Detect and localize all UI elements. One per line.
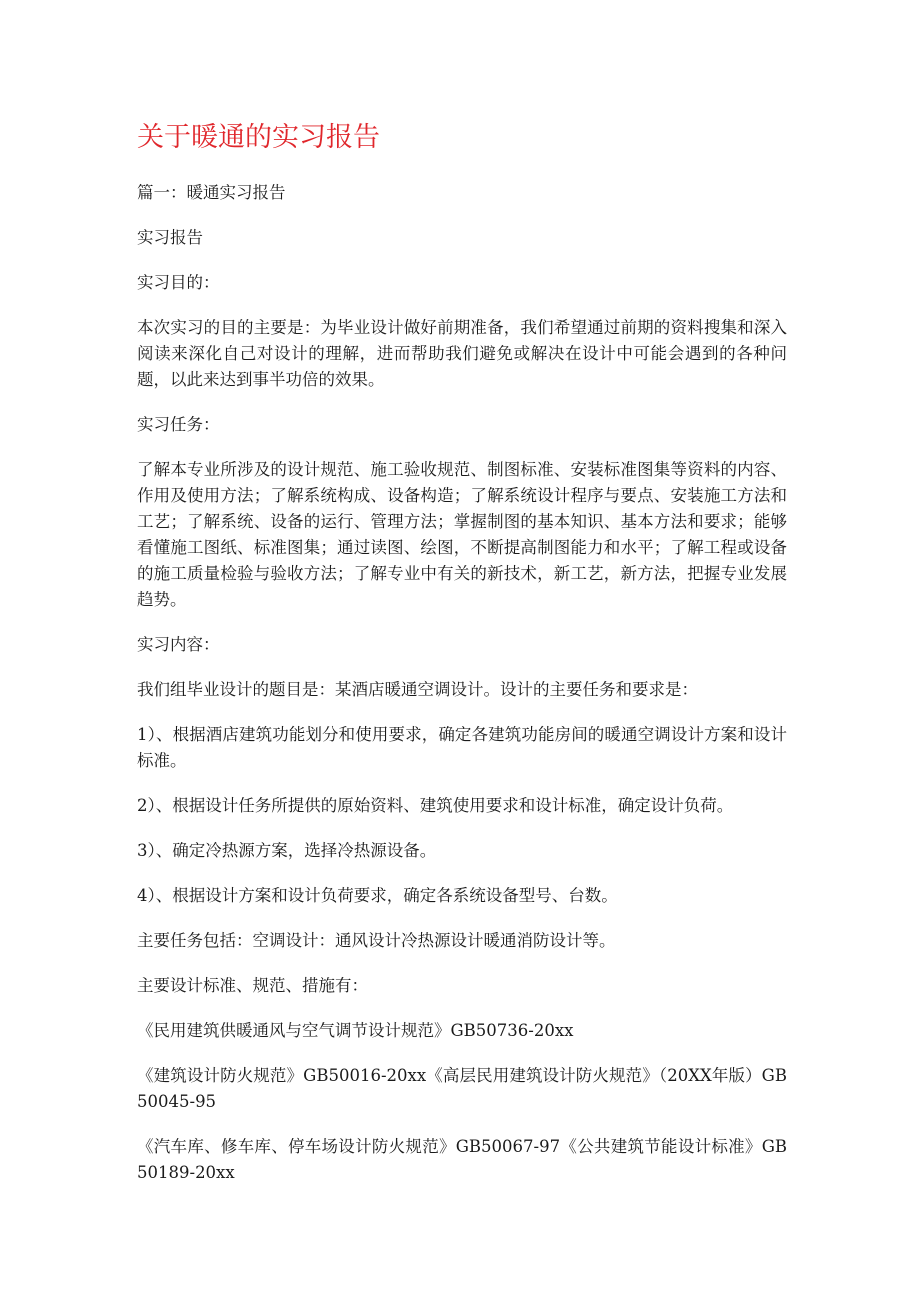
document-title: 关于暖通的实习报告 (137, 122, 380, 153)
document-page (137, 118, 787, 1205)
section-heading-purpose: 实习目的： (137, 273, 220, 292)
paragraph-topic: 我们组毕业设计的题目是：某酒店暖通空调设计。设计的主要任务和要求是： (137, 680, 698, 699)
standard-reference-2: 《建筑设计防火规范》GB50016-20xx《高层民用建筑设计防火规范》（20XX年版）GB50045-95 (137, 1066, 787, 1111)
document-body (137, 180, 787, 1186)
section-heading-chapter: 篇一：暖通实习报告 (137, 183, 286, 202)
list-item-1: 1）、根据酒店建筑功能划分和使用要求，确定各建筑功能房间的暖通空调设计方案和设计标准。 (137, 725, 787, 770)
paragraph-standards-heading: 主要设计标准、规范、措施有： (137, 976, 368, 995)
section-heading-content: 实习内容： (137, 635, 220, 654)
standard-reference-1: 《民用建筑供暖通风与空气调节设计规范》GB50736-20xx (137, 1021, 574, 1040)
section-heading-report: 实习报告 (137, 228, 203, 247)
paragraph-purpose: 本次实习的目的主要是：为毕业设计做好前期准备，我们希望通过前期的资料搜集和深入阅读来深化自己对设计的理解，进而帮助我们避免或解决在设计中可能会遇到的各种问题，以此来达到事半功倍的效果。 (137, 318, 787, 389)
standard-reference-3: 《汽车库、修车库、停车场设计防火规范》GB50067-97《公共建筑节能设计标准》GB50189-20xx (137, 1137, 787, 1182)
section-heading-tasks: 实习任务： (137, 415, 220, 434)
list-item-2: 2）、根据设计任务所提供的原始资料、建筑使用要求和设计标准，确定设计负荷。 (137, 796, 734, 815)
paragraph-main-tasks: 主要任务包括：空调设计：通风设计冷热源设计暖通消防设计等。 (137, 931, 616, 950)
list-item-3: 3）、确定冷热源方案，选择冷热源设备。 (137, 841, 437, 860)
list-item-4: 4）、根据设计方案和设计负荷要求，确定各系统设备型号、台数。 (137, 886, 618, 905)
paragraph-tasks: 了解本专业所涉及的设计规范、施工验收规范、制图标准、安装标准图集等资料的内容、作用及使用方法；了解系统构成、设备构造；了解系统设计程序与要点、安装施工方法和工艺；了解系统、设备的运行、管理方法；掌握制图的基本知识、基本方法和要求；能够看懂施工图纸、标准图集；通过读图、绘图，不断提高制图能力和水平；了解工程或设备的施工质量检验与验收方法；了解专业中有关的新技术，新工艺，新方法，把握专业发展趋势。 (137, 460, 787, 609)
